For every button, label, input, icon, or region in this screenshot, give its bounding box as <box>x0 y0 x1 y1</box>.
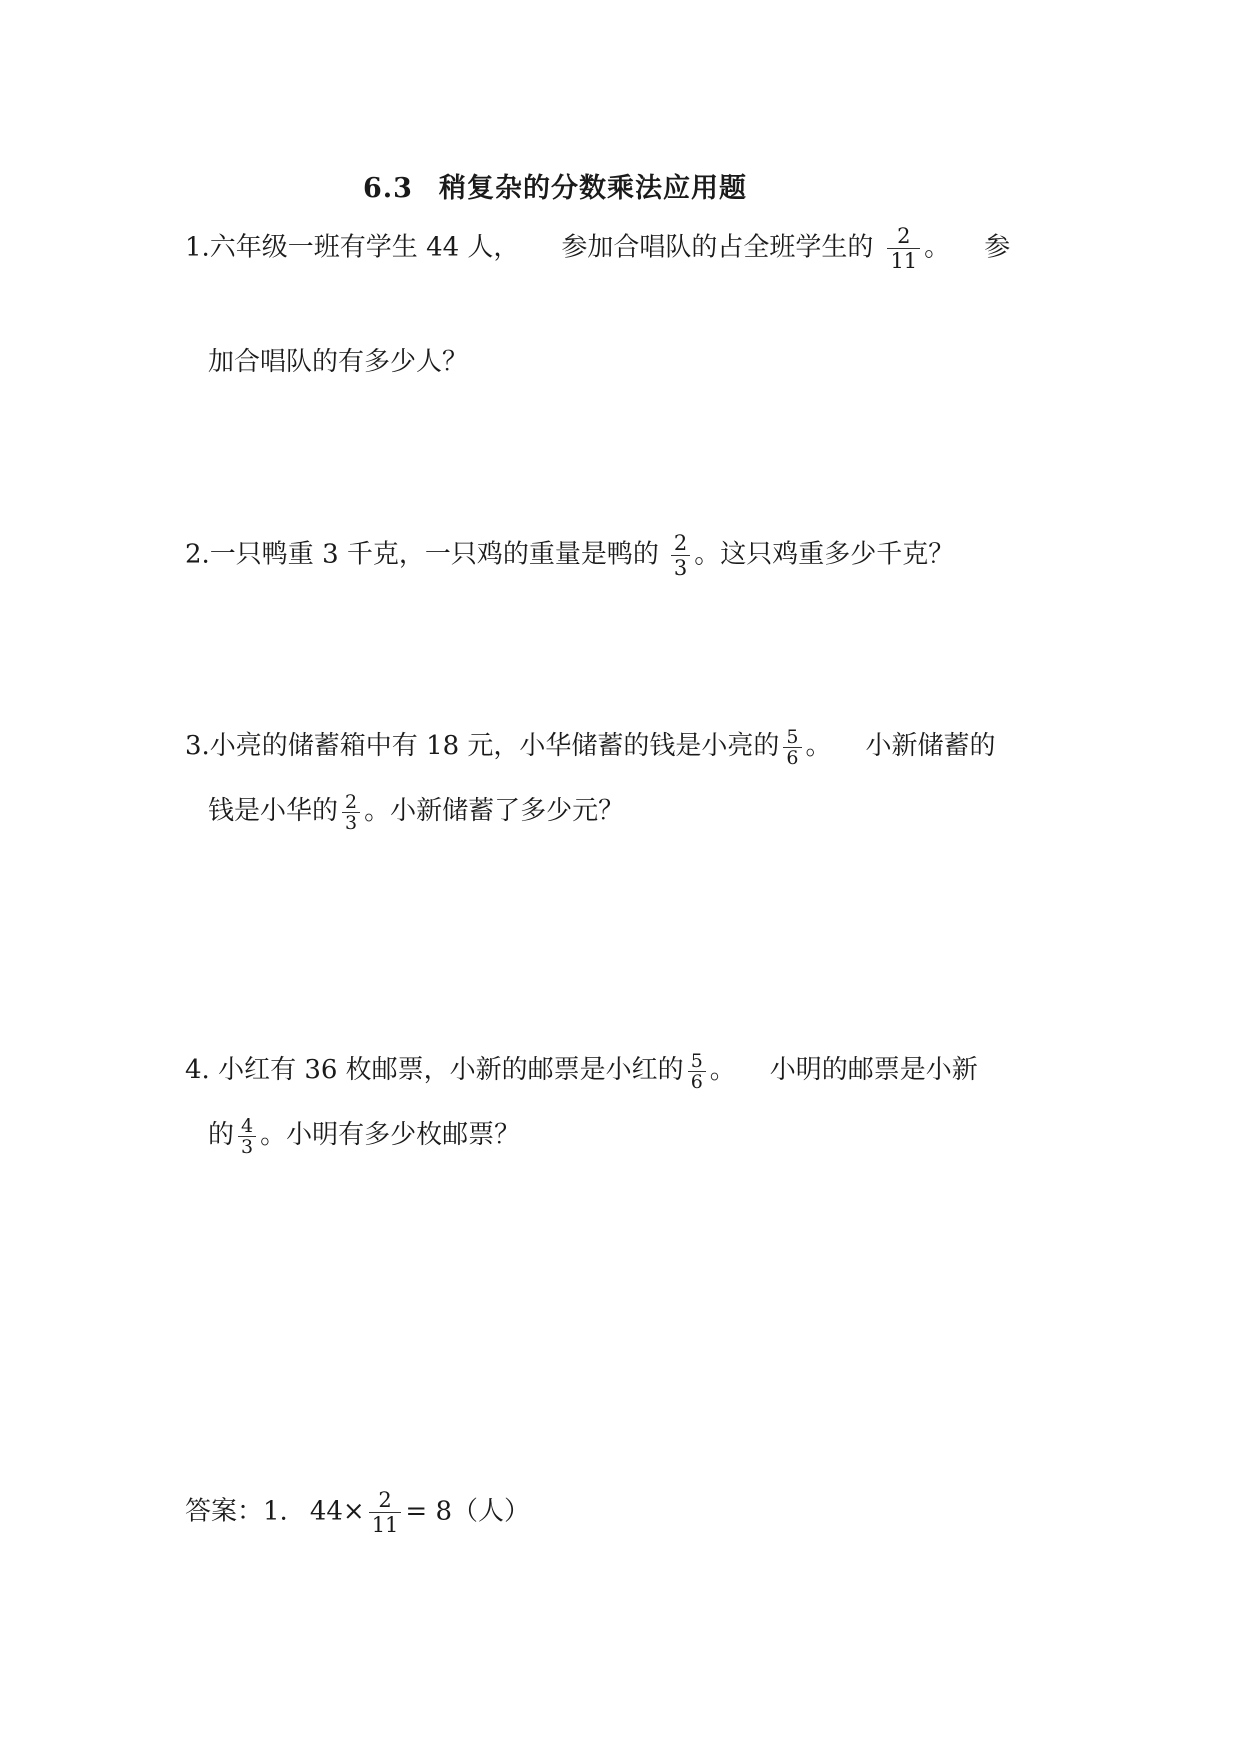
q2-suffix: 。这只鸡重多少千克？ <box>694 539 955 570</box>
question-3-line-2 <box>208 790 625 834</box>
q3-fraction-2: $\frac{2}{3}$ <box>342 792 360 833</box>
q3-mid: 。 <box>805 731 832 761</box>
q1-mid: 参加合唱队的占全班学生的 <box>561 232 874 263</box>
q4-line2-prefix: 的 <box>208 1120 235 1150</box>
answer-fraction: $\frac{2}{11}$ <box>369 1488 402 1537</box>
q3-line2-suffix: 。小新储蓄了多少元？ <box>364 796 625 826</box>
q4-mid: 。 <box>709 1055 736 1085</box>
q4-tail: 小明的邮票是小新 <box>769 1055 978 1085</box>
q4-line2-suffix: 。小明有多少枚邮票？ <box>260 1120 521 1150</box>
answer-expression: 44× <box>309 1496 365 1527</box>
q3-line2-prefix: 钱是小华的 <box>208 796 339 826</box>
page-title <box>363 166 747 205</box>
q4-fraction-1: $\frac{5}{6}$ <box>688 1051 706 1092</box>
q1-suffix: 。 <box>924 232 951 263</box>
q3-fraction-1: $\frac{5}{6}$ <box>783 727 801 768</box>
question-2-line-1 <box>185 531 955 580</box>
q2-prefix: 2.一只鸭重 3 千克，一只鸡的重量是鸭的 <box>185 539 659 570</box>
answer-line <box>185 1488 531 1537</box>
q4-prefix: 4. 小红有 36 枚邮票，小新的邮票是小红的 <box>185 1055 684 1085</box>
q3-tail: 小新储蓄的 <box>865 731 996 761</box>
section-title: 稍复杂的分数乘法应用题 <box>438 173 747 204</box>
q2-fraction: $\frac{2}{3}$ <box>671 531 690 580</box>
q3-prefix: 3.小亮的储蓄箱中有 18 元，小华储蓄的钱是小亮的 <box>185 731 780 761</box>
question-1-line-1 <box>185 224 1011 273</box>
answer-label: 答案：1. <box>185 1496 288 1527</box>
answer-result: = 8（人） <box>405 1496 531 1527</box>
question-3-line-1 <box>185 725 996 769</box>
q1-prefix: 1.六年级一班有学生 44 人， <box>185 232 520 263</box>
section-number: 6.3 <box>363 173 413 204</box>
question-4-line-1 <box>185 1049 978 1093</box>
q1-suffix-2: 参 <box>984 232 1011 263</box>
question-4-line-2 <box>208 1114 521 1158</box>
q1-fraction: $\frac{2}{11}$ <box>887 224 920 273</box>
q4-fraction-2: $\frac{4}{3}$ <box>238 1116 256 1157</box>
question-1-line-2: 加合唱队的有多少人？ <box>208 347 469 377</box>
